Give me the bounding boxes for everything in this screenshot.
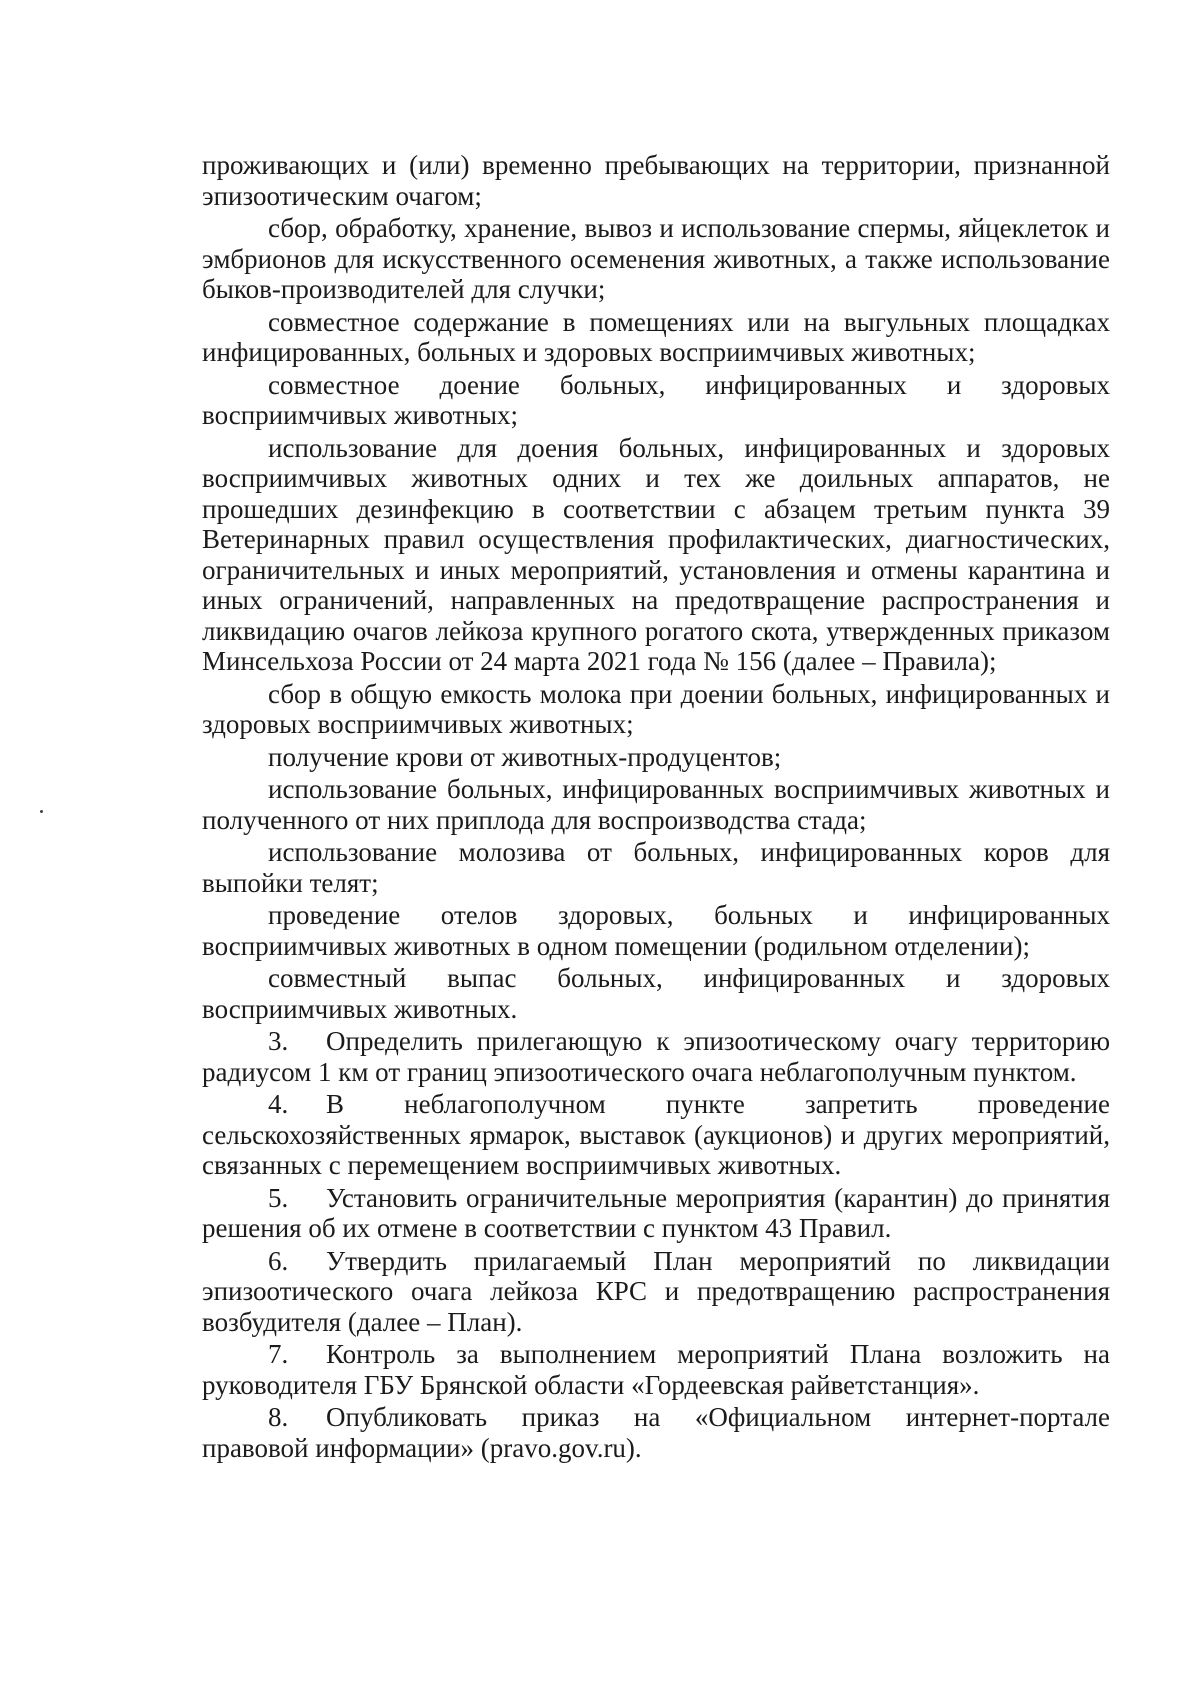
item-number: 6. (268, 1245, 289, 1276)
item-number: 3. (268, 1026, 289, 1056)
numbered-item-3 (202, 1026, 1110, 1087)
paragraph-prohibition-colostrum: использование молозива от больных, инфицированных коров для выпойки телят; (202, 837, 1110, 898)
item-text: Утвердить прилагаемый План мероприятий по ликвидации эпизоотического очага лейкоза КРС и предотвращению распространения возбудителя (далее – План). (202, 1245, 1110, 1337)
paragraph-prohibition-joint-keeping: совместное содержание в помещениях или на выгульных площадках инфицированных, больных и здоровых восприимчивых животных; (202, 306, 1110, 367)
paragraph-prohibition-milk-collection: сбор в общую емкость молока при доении больных, инфицированных и здоровых восприимчивых животных; (202, 678, 1110, 739)
numbered-item-4 (202, 1089, 1110, 1181)
scan-speck (40, 810, 43, 813)
document-body (202, 150, 1110, 1465)
item-text: Опубликовать приказ на «Официальном интернет-портале правовой информации» (pravo.gov.ru). (202, 1402, 1110, 1463)
item-text: Контроль за выполнением мероприятий Плана возложить на руководителя ГБУ Брянской области «Гордеевская райветстанция». (202, 1339, 1110, 1400)
numbered-item-8 (202, 1402, 1110, 1463)
paragraph-continuation: проживающих и (или) временно пребывающих на территории, признанной эпизоотическим очагом; (202, 150, 1110, 211)
paragraph-prohibition-milking-machines: использование для доения больных, инфицированных и здоровых восприимчивых животных одних и тех же доильных аппаратов, не прошедших дезинфекцию в соответствии с абзацем третьим пункта 39 Ветеринарных правил осуществления профилактических, диагностических, ограничительных и иных мероприятий, установления и отмены карантина и иных ограничений, направленных на предотвращение распространения и ликвидацию очагов лейкоза крупного рогатого скота, утвержденных приказом Минсельхоза России от 24 марта 2021 года № 156 (далее – Правила); (202, 432, 1110, 676)
item-number: 7. (268, 1339, 289, 1369)
numbered-item-6 (202, 1246, 1110, 1338)
paragraph-prohibition-joint-milking: совместное доение больных, инфицированных и здоровых восприимчивых животных; (202, 369, 1110, 430)
numbered-item-7 (202, 1339, 1110, 1400)
paragraph-prohibition-calving: проведение отелов здоровых, больных и инфицированных восприимчивых животных в одном помещении (родильном отделении); (202, 900, 1110, 961)
paragraph-prohibition-reproduction: использование больных, инфицированных восприимчивых животных и полученного от них приплода для воспроизводства стада; (202, 774, 1110, 835)
paragraph-prohibition-blood: получение крови от животных-продуцентов; (268, 741, 782, 772)
item-text: Установить ограничительные мероприятия (карантин) до принятия решения об их отмене в соответствии с пунктом 43 Правил. (202, 1182, 1110, 1243)
item-number: 5. (268, 1182, 289, 1213)
item-number: 8. (268, 1402, 289, 1432)
paragraph-prohibition-grazing: совместный выпас больных, инфицированных и здоровых восприимчивых животных. (202, 963, 1110, 1024)
item-text: В неблагополучном пункте запретить проведение сельскохозяйственных ярмарок, выставок (аукционов) и других мероприятий, связанных с перемещением восприимчивых животных. (202, 1089, 1110, 1180)
item-text: Определить прилегающую к эпизоотическому очагу территорию радиусом 1 км от границ эпизоотического очага неблагополучным пунктом. (202, 1026, 1110, 1087)
paragraph-prohibition-semen: сбор, обработку, хранение, вывоз и использование спермы, яйцеклеток и эмбрионов для искусственного осеменения животных, а также использование быков-производителей для случки; (202, 213, 1110, 304)
item-number: 4. (268, 1089, 289, 1119)
numbered-item-5 (202, 1183, 1110, 1244)
